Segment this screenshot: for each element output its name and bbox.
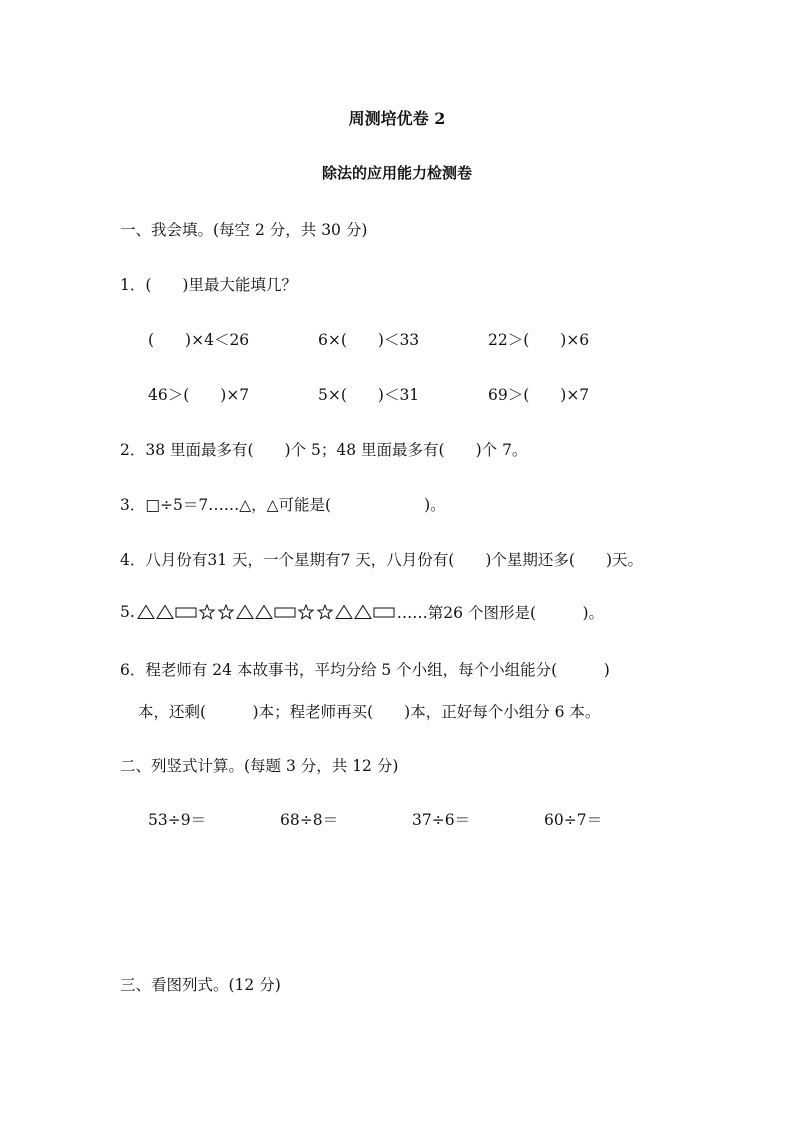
q1-item-2: 6×( )＜33: [318, 331, 420, 349]
question-2: 2．38 里面最多有( )个 5；48 里面最多有( )个 7。: [120, 441, 528, 459]
division-problem-1: 53÷9＝: [148, 811, 207, 829]
question-1: 1．( )里最大能填几？: [120, 276, 297, 294]
q1-item-3: 22＞( )×6: [488, 331, 590, 349]
star-icon: [198, 604, 216, 620]
page-title: 周测培优卷 2: [348, 109, 446, 128]
question-3: 3．□÷5＝7……△，△可能是( )。: [120, 496, 446, 514]
rectangle-icon: [274, 604, 296, 620]
division-problem-3: 37÷6＝: [412, 811, 471, 829]
section2-heading: 二、列竖式计算。(每题 3 分，共 12 分): [120, 757, 399, 775]
star-icon: [297, 604, 315, 620]
q1-item-4: 46＞( )×7: [148, 386, 250, 404]
rectangle-icon: [373, 604, 395, 620]
q5-suffix: ……第26 个图形是( )。: [396, 604, 605, 622]
triangle-icon: [137, 604, 155, 620]
shape-sequence: [137, 604, 395, 620]
q1-item-6: 69＞( )×7: [488, 386, 590, 404]
section3-heading: 三、看图列式。(12 分): [120, 976, 281, 994]
section1-heading: 一、我会填。(每空 2 分，共 30 分): [120, 221, 368, 239]
triangle-icon: [236, 604, 254, 620]
question-4: 4．八月份有31 天，一个星期有7 天，八月份有( )个星期还多( )天。: [120, 551, 643, 569]
page-subtitle: 除法的应用能力检测卷: [321, 164, 472, 182]
triangle-icon: [354, 604, 372, 620]
rectangle-icon: [175, 604, 197, 620]
q1-item-5: 5×( )＜31: [318, 386, 420, 404]
division-problem-2: 68÷8＝: [280, 811, 339, 829]
star-icon: [316, 604, 334, 620]
division-problem-4: 60÷7＝: [544, 811, 603, 829]
question-6-line-2: 本，还剩( )本；程老师再买( )本，正好每个小组分 6 本。: [138, 703, 601, 721]
star-icon: [217, 604, 235, 620]
q1-item-1: ( )×4＜26: [148, 331, 250, 349]
q5-prefix: 5.: [120, 603, 135, 621]
question-5: [120, 601, 604, 623]
triangle-icon: [335, 604, 353, 620]
triangle-icon: [156, 604, 174, 620]
question-6-line-1: 6．程老师有 24 本故事书，平均分给 5 个小组，每个小组能分( ): [120, 661, 610, 679]
triangle-icon: [255, 604, 273, 620]
